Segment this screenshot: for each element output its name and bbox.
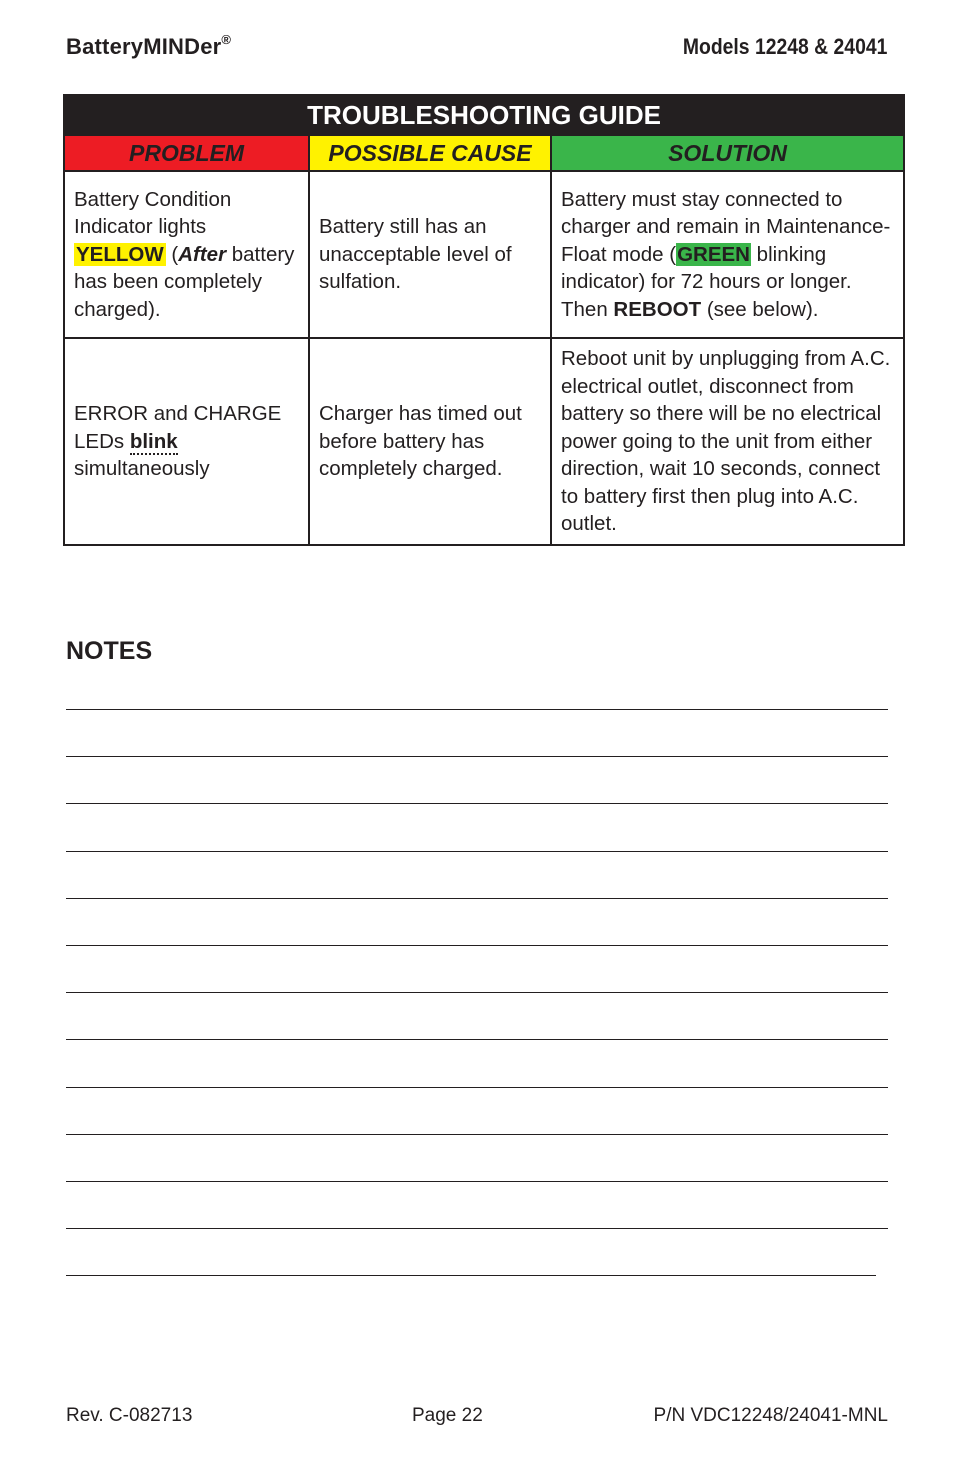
problem-text: ERROR and CHARGE LEDs xyxy=(74,402,282,453)
footer-page-number: Page 22 xyxy=(412,1405,483,1426)
solution-cell: Reboot unit by unplugging from A.C. electrical outlet, disconnect from battery so there will be no electrical power going to the unit from either direction, wait 10 seconds, connect to battery first then plug into A.C. outlet. xyxy=(551,338,904,545)
note-writing-line xyxy=(66,1039,888,1040)
table-row xyxy=(64,338,904,545)
note-writing-line xyxy=(66,709,888,710)
note-writing-line xyxy=(66,803,888,804)
solution-text: Battery must stay connected to charger and remain in Maintenance-Float mode ( xyxy=(561,187,891,266)
troubleshooting-table xyxy=(63,94,905,546)
registered-mark: ® xyxy=(221,32,232,47)
table-title: TROUBLESHOOTING GUIDE xyxy=(64,95,904,135)
blink-emphasis: blink xyxy=(129,429,178,453)
table-row xyxy=(64,171,904,338)
cause-cell: Battery still has an unacceptable level of sulfation. xyxy=(309,171,551,338)
problem-text: simultaneously xyxy=(74,457,210,481)
column-header-solution: SOLUTION xyxy=(551,135,904,171)
cause-cell: Charger has timed out before battery has completely charged. xyxy=(309,338,551,545)
note-writing-line xyxy=(66,1275,876,1276)
note-writing-line xyxy=(66,1228,888,1229)
models-heading: Models 12248 & 24041 xyxy=(682,34,887,59)
notes-title: NOTES xyxy=(66,637,153,665)
note-writing-line xyxy=(66,992,888,993)
column-header-cause: POSSIBLE CAUSE xyxy=(309,135,551,171)
green-highlight: GREEN xyxy=(677,242,750,266)
reboot-emphasis: REBOOT xyxy=(613,297,702,321)
column-header-problem: PROBLEM xyxy=(64,135,309,171)
note-writing-line xyxy=(66,898,888,899)
after-emphasis: After xyxy=(178,242,227,266)
note-writing-line xyxy=(66,851,888,852)
problem-cell xyxy=(64,338,309,545)
problem-text: battery has been completely charged). xyxy=(74,242,295,321)
problem-text: Battery Condition Indicator lights xyxy=(74,187,232,239)
problem-cell xyxy=(64,171,309,338)
note-writing-line xyxy=(66,945,888,946)
note-writing-line xyxy=(66,1181,888,1182)
footer-revision: Rev. C-082713 xyxy=(66,1405,193,1426)
note-writing-line xyxy=(66,1087,888,1088)
note-writing-line xyxy=(66,1134,888,1135)
solution-cell xyxy=(551,171,904,338)
footer-part-number: P/N VDC12248/24041-MNL xyxy=(653,1405,888,1426)
brand-name: BatteryMINDer xyxy=(66,34,222,59)
solution-text: (see below). xyxy=(701,297,819,321)
note-writing-line xyxy=(66,756,888,757)
problem-text: ( xyxy=(165,242,179,266)
yellow-highlight: YELLOW xyxy=(76,242,164,266)
brand-logo xyxy=(66,34,231,60)
solution-text: blinking indicator) for 72 hours or longer. Then xyxy=(561,242,852,321)
